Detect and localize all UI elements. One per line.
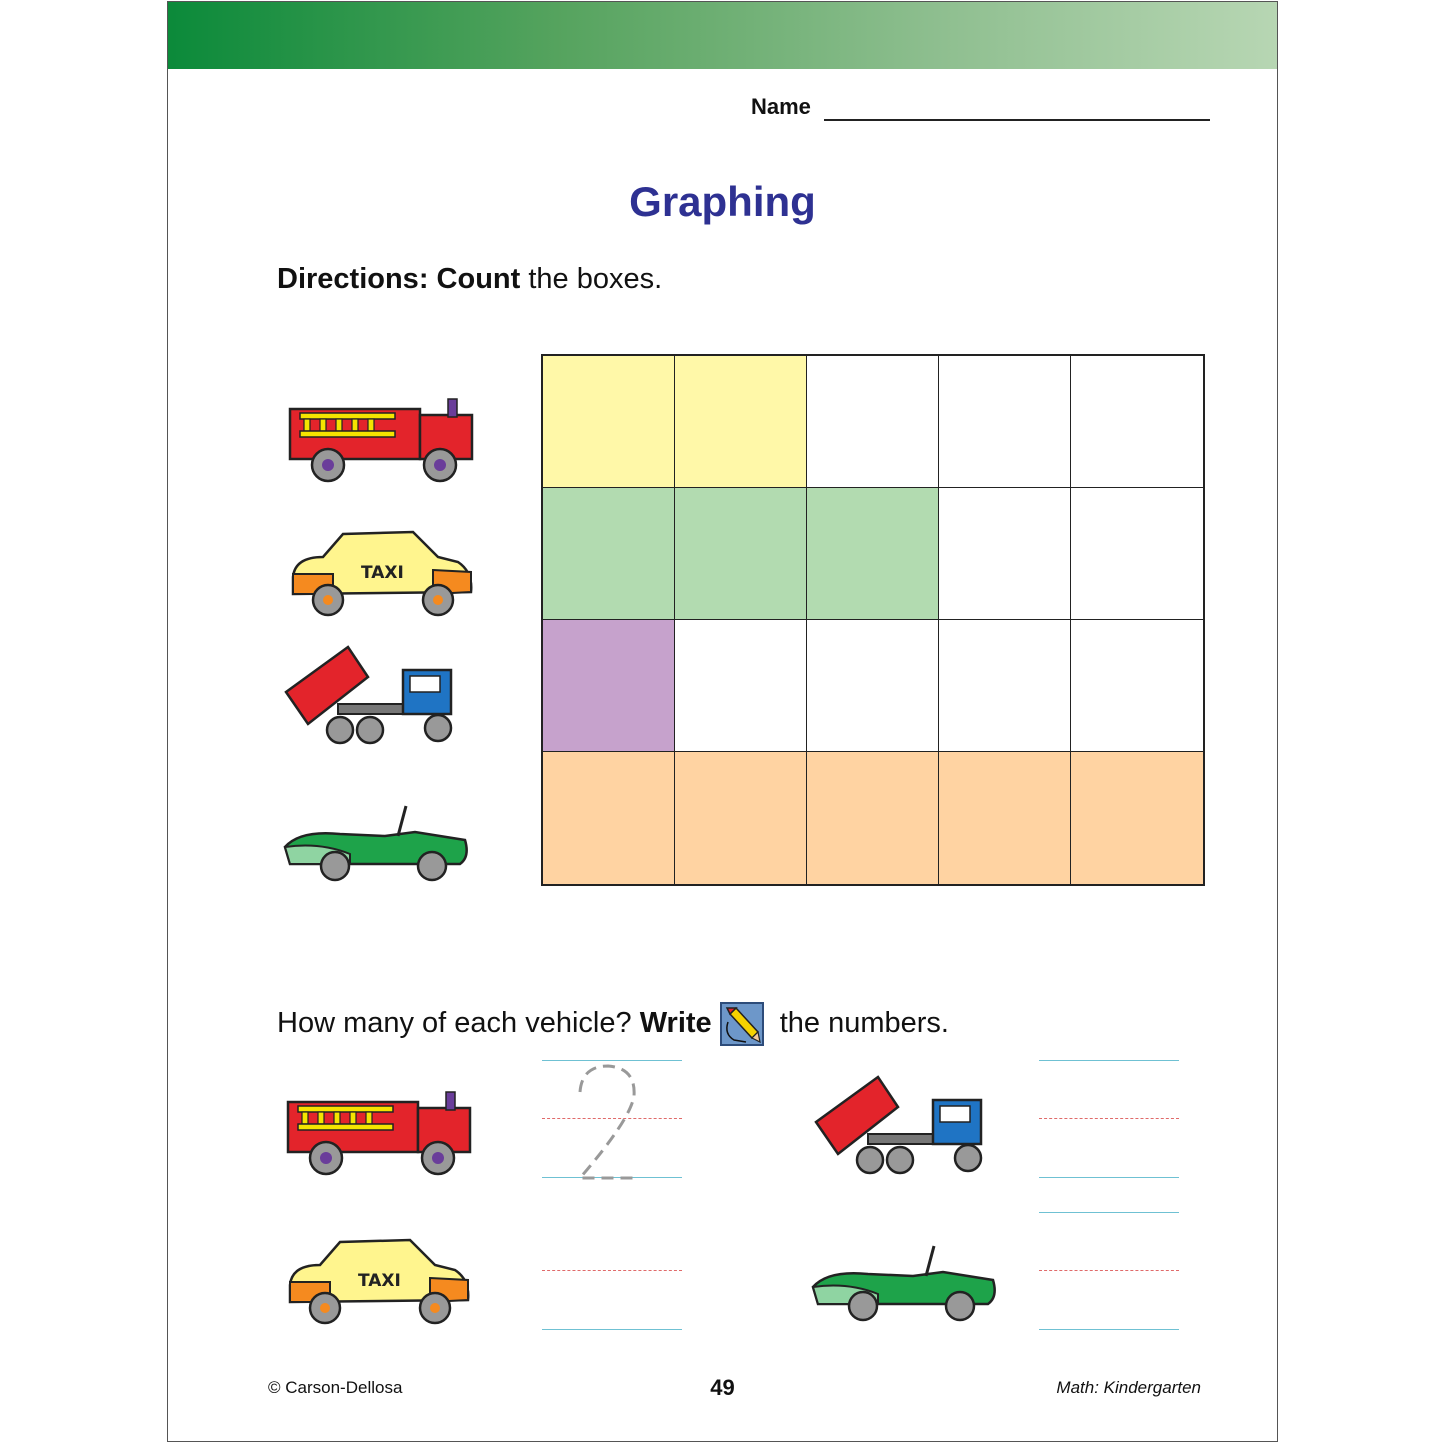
graph-cell-dump-truck-5 xyxy=(1071,620,1203,752)
graph-cell-convertible-5 xyxy=(1071,752,1203,884)
graph-cell-taxi-5 xyxy=(1071,488,1203,620)
graph-cell-fire-truck-5 xyxy=(1071,356,1203,488)
question-verb: Write xyxy=(639,1007,712,1039)
name-field[interactable] xyxy=(824,119,1210,121)
dump-truck-icon xyxy=(278,642,488,752)
question-lead: How many of each vehicle? xyxy=(277,1007,640,1039)
convertible-icon xyxy=(808,1242,1008,1327)
traced-number-2 xyxy=(572,1062,642,1180)
directions-lead: Directions: xyxy=(277,263,429,295)
answer-lines-dump-truck[interactable] xyxy=(1039,1060,1179,1180)
answer-lines-taxi[interactable] xyxy=(542,1212,682,1332)
graph-cell-convertible-4 xyxy=(939,752,1071,884)
directions-rest: the boxes. xyxy=(520,263,663,295)
name-label: Name xyxy=(751,94,811,119)
graph-cell-taxi-2 xyxy=(675,488,807,620)
graph-cell-dump-truck-3 xyxy=(807,620,939,752)
taxi-icon xyxy=(283,522,483,622)
worksheet-page xyxy=(167,1,1278,1442)
graph-cell-convertible-1 xyxy=(543,752,675,884)
graph-cell-fire-truck-2 xyxy=(675,356,807,488)
graph-cell-taxi-3 xyxy=(807,488,939,620)
directions-verb: Count xyxy=(436,263,521,295)
graph-cell-convertible-2 xyxy=(675,752,807,884)
graph-cell-taxi-4 xyxy=(939,488,1071,620)
fire-truck-icon xyxy=(278,1080,488,1180)
graph-cell-fire-truck-1 xyxy=(543,356,675,488)
graph-cell-taxi-1 xyxy=(543,488,675,620)
bar-graph-grid xyxy=(541,354,1205,886)
convertible-icon xyxy=(280,802,480,887)
book-title: Math: Kindergarten xyxy=(1056,1378,1201,1397)
page-title: Graphing xyxy=(629,178,816,225)
taxi-icon xyxy=(280,1230,480,1330)
page-number: 49 xyxy=(710,1375,735,1400)
question xyxy=(277,1002,949,1046)
answer-lines-convertible[interactable] xyxy=(1039,1212,1179,1332)
question-rest: the numbers. xyxy=(771,1007,949,1039)
pencil-icon xyxy=(720,1002,764,1046)
answer-lines-fire-truck[interactable] xyxy=(542,1060,682,1180)
graph-cell-dump-truck-1 xyxy=(543,620,675,752)
graph-cell-fire-truck-3 xyxy=(807,356,939,488)
graph-cell-fire-truck-4 xyxy=(939,356,1071,488)
directions xyxy=(277,263,662,296)
copyright: © Carson-Dellosa xyxy=(268,1378,403,1397)
graph-cell-convertible-3 xyxy=(807,752,939,884)
svg-text:TAXI: TAXI xyxy=(361,563,404,583)
fire-truck-icon xyxy=(280,387,490,487)
dump-truck-icon xyxy=(808,1072,1018,1182)
graph-cell-dump-truck-2 xyxy=(675,620,807,752)
svg-text:TAXI: TAXI xyxy=(358,1271,401,1291)
graph-cell-dump-truck-4 xyxy=(939,620,1071,752)
header-band xyxy=(168,2,1277,69)
